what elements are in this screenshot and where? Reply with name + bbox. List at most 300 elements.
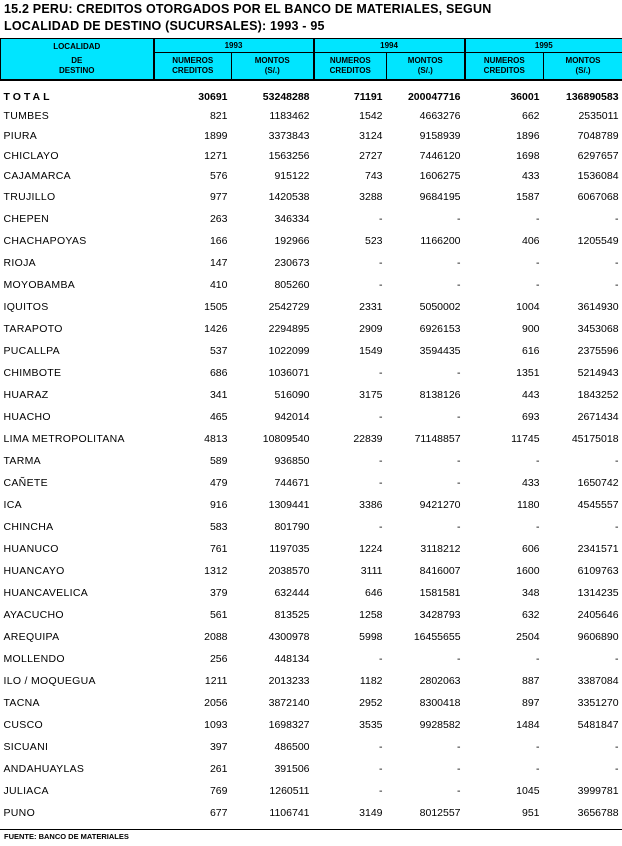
cell-value: 2038570	[268, 565, 310, 577]
table-row	[1, 208, 622, 230]
cell-value: 2294895	[268, 323, 310, 335]
localidad-name: HUACHO	[3, 411, 51, 423]
localidad-name: RIOJA	[3, 257, 36, 269]
cell-value: 2952	[359, 697, 383, 709]
cell-value: -	[615, 763, 619, 775]
cell-value: -	[379, 763, 383, 775]
cell-value: 261	[209, 763, 228, 775]
cell-value: -	[457, 785, 461, 797]
total-value: 36001	[510, 91, 540, 103]
cell-value: 1312	[204, 565, 228, 577]
cell-value: 8416007	[419, 565, 461, 577]
cell-value: 1224	[359, 543, 383, 555]
cell-value: 2056	[204, 697, 228, 709]
cell-value: 486500	[274, 741, 310, 753]
cell-value: 6297657	[577, 150, 619, 162]
cell-value: 1036071	[268, 367, 310, 379]
cell-value: 1698	[516, 150, 540, 162]
cell-value: 5998	[359, 631, 383, 643]
cell-value: 1899	[204, 130, 228, 142]
header-creditos-label: CREDITOS	[172, 66, 214, 75]
header-creditos-label: CREDITOS	[483, 66, 525, 75]
cell-value: 1045	[516, 785, 540, 797]
cell-value: 3373843	[268, 130, 310, 142]
cell-value: 2013233	[268, 675, 310, 687]
cell-value: 1536084	[577, 170, 619, 182]
table-row	[1, 714, 622, 736]
cell-value: 147	[209, 257, 228, 269]
localidad-name: ICA	[3, 499, 22, 511]
localidad-name: MOYOBAMBA	[3, 279, 76, 291]
cell-value: 1843252	[577, 389, 619, 401]
cell-value: -	[457, 477, 461, 489]
header-montos-1995	[544, 53, 622, 81]
header-numeros-label: NUMEROS	[172, 56, 214, 65]
localidad-name: CHIMBOTE	[3, 367, 62, 379]
localidad-name: TUMBES	[3, 110, 50, 122]
total-value: 200047716	[407, 91, 461, 103]
cell-value: 6067068	[577, 191, 619, 203]
header-numeros-1994	[314, 53, 387, 81]
cell-value: -	[536, 653, 540, 665]
cell-value: -	[457, 653, 461, 665]
table-row	[1, 166, 622, 186]
cell-value: -	[457, 741, 461, 753]
cell-value: -	[379, 257, 383, 269]
cell-value: -	[536, 763, 540, 775]
cell-value: 9606890	[577, 631, 619, 643]
localidad-name: HUANCAVELICA	[3, 587, 89, 599]
cell-value: 576	[209, 170, 228, 182]
header-rule	[1, 80, 622, 88]
cell-value: 6926153	[419, 323, 461, 335]
localidad-name: TARMA	[3, 455, 41, 467]
table-row	[1, 106, 622, 126]
table-row	[1, 736, 622, 758]
header-montos-label: MONTOS	[254, 56, 290, 65]
cell-value: 2088	[204, 631, 228, 643]
cell-value: 977	[209, 191, 228, 203]
localidad-name: HUANCAYO	[3, 565, 65, 577]
cell-value: 3999781	[577, 785, 619, 797]
cell-value: -	[379, 477, 383, 489]
cell-value: 693	[522, 411, 540, 423]
localidad-name: PUCALLPA	[3, 345, 60, 357]
title-line-1: 15.2 PERU: CREDITOS OTORGADOS POR EL BANCO DE MATERIALES, SEGUN	[4, 2, 492, 16]
cell-value: 433	[522, 170, 540, 182]
table-row	[1, 146, 622, 166]
cell-value: 2542729	[268, 301, 310, 313]
table-row	[1, 538, 622, 560]
table-row	[1, 428, 622, 450]
cell-value: 1896	[516, 130, 540, 142]
cell-value: 936850	[274, 455, 310, 467]
localidad-name: CAÑETE	[3, 477, 48, 489]
header-montos-1993	[232, 53, 314, 81]
cell-value: 2909	[359, 323, 383, 335]
cell-value: 1271	[204, 150, 228, 162]
cell-value: 3386	[359, 499, 383, 511]
localidad-name: AYACUCHO	[3, 609, 64, 621]
cell-value: 632	[522, 609, 540, 621]
cell-value: 677	[209, 807, 228, 819]
cell-value: 256	[209, 653, 228, 665]
cell-value: -	[457, 367, 461, 379]
cell-value: 589	[209, 455, 228, 467]
localidad-name: HUANUCO	[3, 543, 59, 555]
cell-value: 2535011	[578, 110, 619, 122]
cell-value: 3453068	[577, 323, 619, 335]
cell-value: 71148857	[414, 433, 461, 445]
table-row	[1, 296, 622, 318]
cell-value: -	[615, 213, 619, 225]
cell-value: 346334	[274, 213, 310, 225]
localidad-name: CHINCHA	[3, 521, 54, 533]
cell-value: 2802063	[419, 675, 461, 687]
cell-value: 915122	[274, 170, 310, 182]
cell-value: 3111	[360, 565, 383, 577]
cell-value: 2375596	[577, 345, 619, 357]
cell-value: 1211	[204, 675, 228, 687]
cell-value: 1106741	[269, 807, 310, 819]
localidad-name: TRUJILLO	[3, 191, 56, 203]
cell-value: 1581581	[419, 587, 461, 599]
header-year-1993: 1993	[154, 39, 314, 53]
table-row	[1, 648, 622, 670]
cell-value: 9928582	[419, 719, 461, 731]
cell-value: 1260511	[269, 785, 310, 797]
cell-value: 479	[209, 477, 228, 489]
cell-value: 2405646	[577, 609, 619, 621]
total-value: 71191	[353, 91, 383, 103]
cell-value: -	[457, 763, 461, 775]
cell-value: 3288	[359, 191, 383, 203]
cell-value: 1093	[204, 719, 228, 731]
cell-value: 897	[522, 697, 540, 709]
cell-value: 805260	[274, 279, 310, 291]
cell-value: 1606275	[419, 170, 461, 182]
localidad-name: PUNO	[3, 807, 36, 819]
cell-value: -	[457, 279, 461, 291]
cell-value: -	[379, 279, 383, 291]
cell-value: 166	[209, 235, 228, 247]
cell-value: 1166200	[420, 235, 461, 247]
cell-value: 744671	[274, 477, 310, 489]
cell-value: 4545557	[577, 499, 619, 511]
table-row	[1, 692, 622, 714]
credits-table	[0, 38, 622, 824]
cell-value: 9421270	[419, 499, 461, 511]
table-row	[1, 406, 622, 428]
localidad-name: LIMA METROPOLITANA	[3, 433, 125, 445]
table-row	[1, 560, 622, 582]
cell-value: 951	[522, 807, 540, 819]
cell-value: 916	[209, 499, 228, 511]
cell-value: 397	[209, 741, 228, 753]
localidad-name: JULIACA	[3, 785, 49, 797]
cell-value: 3149	[359, 807, 383, 819]
header-montos-1994	[387, 53, 465, 81]
cell-value: 7446120	[419, 150, 461, 162]
cell-value: 4300978	[268, 631, 310, 643]
cell-value: 1004	[516, 301, 540, 313]
cell-value: 632444	[274, 587, 310, 599]
cell-value: -	[379, 653, 383, 665]
cell-value: -	[536, 279, 540, 291]
cell-value: 3656788	[577, 807, 619, 819]
cell-value: 523	[364, 235, 383, 247]
cell-value: 8138126	[419, 389, 461, 401]
cell-value: 769	[209, 785, 228, 797]
cell-value: -	[536, 257, 540, 269]
total-value: 53248288	[262, 91, 310, 103]
cell-value: -	[536, 741, 540, 753]
localidad-name: ANDAHUAYLAS	[3, 763, 85, 775]
cell-value: 4813	[204, 433, 228, 445]
cell-value: 433	[522, 477, 540, 489]
table-row	[1, 274, 622, 296]
cell-value: 1542	[359, 110, 383, 122]
cell-value: 3872140	[268, 697, 310, 709]
cell-value: -	[536, 455, 540, 467]
header-localidad-line-2: DE	[71, 56, 83, 65]
table-row	[1, 340, 622, 362]
cell-value: 10809540	[262, 433, 310, 445]
cell-value: -	[379, 411, 383, 423]
cell-value: 22839	[353, 433, 383, 445]
cell-value: 801790	[274, 521, 310, 533]
cell-value: -	[379, 741, 383, 753]
total-label: TOTAL	[3, 91, 53, 103]
cell-value: 1314235	[577, 587, 619, 599]
cell-value: 45175018	[571, 433, 619, 445]
table-row	[1, 252, 622, 274]
cell-value: -	[379, 367, 383, 379]
header-soles-label: (S/.)	[575, 66, 591, 75]
table-row	[1, 670, 622, 692]
cell-value: -	[457, 213, 461, 225]
localidad-name: TARAPOTO	[3, 323, 63, 335]
header-localidad-line-3: DESTINO	[58, 66, 95, 75]
cell-value: 743	[364, 170, 383, 182]
cell-value: 1205549	[577, 235, 619, 247]
cell-value: 1420538	[268, 191, 310, 203]
cell-value: 7048789	[577, 130, 619, 142]
cell-value: 1650742	[577, 477, 619, 489]
cell-value: 1600	[516, 565, 540, 577]
header-numeros-1993	[154, 53, 232, 81]
cell-value: 1351	[516, 367, 540, 379]
cell-value: -	[615, 521, 619, 533]
cell-value: 8300418	[419, 697, 461, 709]
cell-value: 516090	[274, 389, 310, 401]
cell-value: 5050002	[419, 301, 461, 313]
table-row	[1, 780, 622, 802]
table-row	[1, 450, 622, 472]
cell-value: 3175	[359, 389, 383, 401]
cell-value: 5481847	[577, 719, 619, 731]
cell-value: -	[457, 455, 461, 467]
cell-value: 6109763	[577, 565, 619, 577]
cell-value: 4663276	[419, 110, 461, 122]
table-row	[1, 186, 622, 208]
cell-value: -	[615, 279, 619, 291]
table-row	[1, 516, 622, 538]
cell-value: -	[536, 213, 540, 225]
cell-value: 2341571	[577, 543, 619, 555]
localidad-name: CAJAMARCA	[3, 170, 71, 182]
cell-value: -	[536, 521, 540, 533]
cell-value: 5214943	[577, 367, 619, 379]
cell-value: 1587	[516, 191, 540, 203]
table-row	[1, 604, 622, 626]
localidad-name: CHICLAYO	[3, 150, 59, 162]
cell-value: 410	[209, 279, 228, 291]
header-montos-label: MONTOS	[565, 56, 601, 65]
header-soles-label: (S/.)	[417, 66, 433, 75]
cell-value: -	[615, 257, 619, 269]
total-value: 136890583	[565, 91, 619, 103]
cell-value: 662	[522, 110, 540, 122]
cell-value: 465	[209, 411, 228, 423]
table-row	[1, 362, 622, 384]
table-row	[1, 802, 622, 824]
cell-value: 1563256	[268, 150, 310, 162]
cell-value: 16455655	[413, 631, 461, 643]
total-row	[1, 88, 622, 106]
cell-value: -	[379, 213, 383, 225]
cell-value: 887	[522, 675, 540, 687]
cell-value: 3428793	[419, 609, 461, 621]
table-row	[1, 230, 622, 252]
footer-rule	[0, 829, 622, 830]
cell-value: 230673	[274, 257, 310, 269]
cell-value: 2727	[359, 150, 383, 162]
total-value: 30691	[198, 91, 228, 103]
cell-value: 1022099	[268, 345, 310, 357]
source-note: FUENTE: BANCO DE MATERIALES	[4, 832, 129, 841]
table-row	[1, 318, 622, 340]
cell-value: 2671434	[577, 411, 619, 423]
cell-value: 341	[209, 389, 228, 401]
cell-value: -	[615, 653, 619, 665]
cell-value: -	[457, 257, 461, 269]
header-year-1995: 1995	[465, 39, 622, 53]
cell-value: 2331	[359, 301, 383, 313]
cell-value: 3351270	[577, 697, 619, 709]
cell-value: 3614930	[577, 301, 619, 313]
header-creditos-label: CREDITOS	[329, 66, 371, 75]
cell-value: 686	[209, 367, 228, 379]
cell-value: 1180	[516, 499, 540, 511]
table-row	[1, 494, 622, 516]
cell-value: 391506	[274, 763, 310, 775]
localidad-name: CHACHAPOYAS	[3, 235, 87, 247]
localidad-name: AREQUIPA	[3, 631, 60, 643]
localidad-name: PIURA	[3, 130, 38, 142]
cell-value: 1182	[359, 675, 383, 687]
cell-value: 3535	[359, 719, 383, 731]
cell-value: 942014	[274, 411, 310, 423]
cell-value: 192966	[274, 235, 310, 247]
cell-value: 1258	[359, 609, 383, 621]
cell-value: 11745	[511, 433, 540, 445]
cell-value: 3387084	[577, 675, 619, 687]
cell-value: -	[615, 455, 619, 467]
cell-value: 1698327	[268, 719, 310, 731]
table-row	[1, 384, 622, 406]
localidad-name: SICUANI	[3, 741, 49, 753]
page-title	[4, 1, 618, 35]
cell-value: 616	[522, 345, 540, 357]
cell-value: 263	[209, 213, 228, 225]
cell-value: 583	[209, 521, 228, 533]
cell-value: 761	[209, 543, 228, 555]
cell-value: -	[379, 455, 383, 467]
table-header	[1, 39, 622, 81]
cell-value: 646	[364, 587, 383, 599]
cell-value: 821	[209, 110, 228, 122]
cell-value: 348	[522, 587, 540, 599]
cell-value: 379	[209, 587, 228, 599]
header-soles-label: (S/.)	[264, 66, 280, 75]
table-row	[1, 626, 622, 648]
cell-value: 900	[522, 323, 540, 335]
cell-value: 1484	[516, 719, 540, 731]
cell-value: 3594435	[419, 345, 461, 357]
cell-value: 443	[522, 389, 540, 401]
cell-value: 3118212	[420, 543, 461, 555]
cell-value: 1549	[359, 345, 383, 357]
cell-value: 448134	[274, 653, 310, 665]
header-montos-label: MONTOS	[407, 56, 443, 65]
cell-value: 537	[209, 345, 228, 357]
localidad-name: MOLLENDO	[3, 653, 65, 665]
header-localidad	[1, 39, 154, 81]
localidad-name: CUSCO	[3, 719, 43, 731]
localidad-name: HUARAZ	[3, 389, 49, 401]
localidad-name: IQUITOS	[3, 301, 49, 313]
cell-value: 606	[522, 543, 540, 555]
header-numeros-1995	[465, 53, 544, 81]
table-row	[1, 582, 622, 604]
cell-value: 9684195	[419, 191, 461, 203]
title-line-2: LOCALIDAD DE DESTINO (SUCURSALES): 1993 - 95	[4, 19, 325, 33]
table-row	[1, 758, 622, 780]
cell-value: 561	[209, 609, 228, 621]
cell-value: -	[379, 785, 383, 797]
cell-value: 8012557	[419, 807, 461, 819]
header-numeros-label: NUMEROS	[483, 56, 525, 65]
table-body	[1, 80, 622, 824]
header-localidad-line-1: LOCALIDAD	[53, 42, 101, 51]
cell-value: 1505	[204, 301, 228, 313]
cell-value: 3124	[359, 130, 383, 142]
cell-value: 1309441	[268, 499, 310, 511]
cell-value: 813525	[274, 609, 310, 621]
cell-value: 2504	[516, 631, 540, 643]
localidad-name: TACNA	[3, 697, 40, 709]
localidad-name: CHEPEN	[3, 213, 50, 225]
cell-value: -	[457, 411, 461, 423]
cell-value: 406	[522, 235, 540, 247]
cell-value: -	[379, 521, 383, 533]
header-numeros-label: NUMEROS	[329, 56, 371, 65]
table-row	[1, 472, 622, 494]
cell-value: 1426	[204, 323, 228, 335]
header-year-1994: 1994	[314, 39, 465, 53]
cell-value: -	[457, 521, 461, 533]
